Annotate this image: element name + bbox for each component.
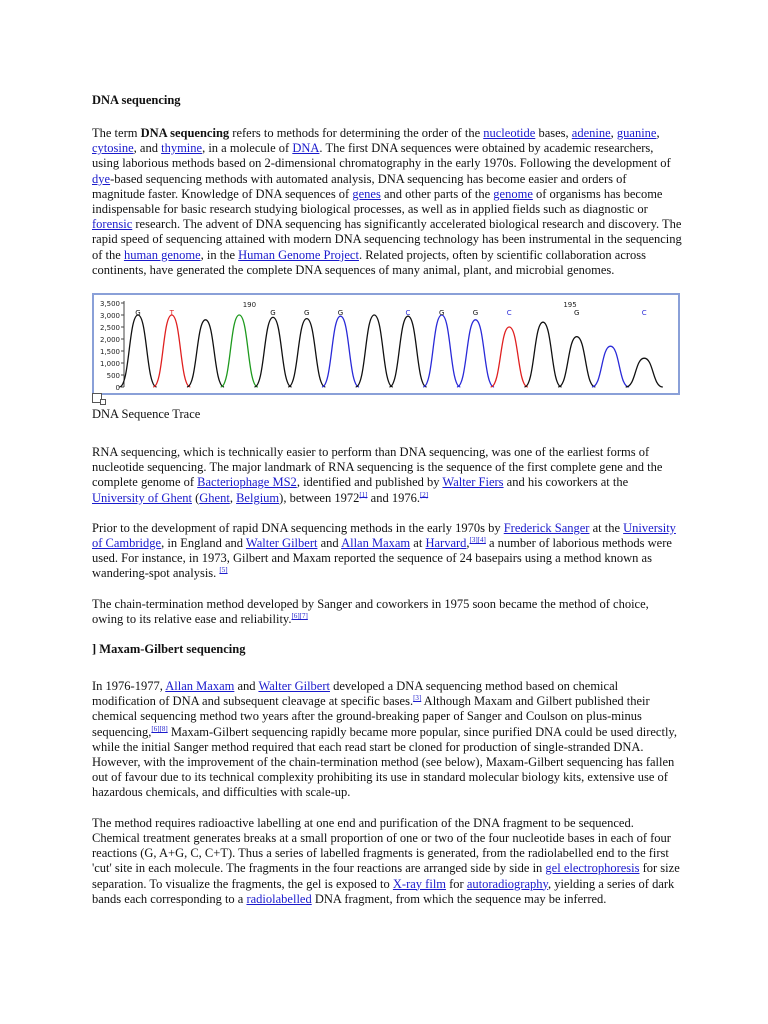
- text: , in a molecule of: [202, 141, 293, 156]
- text: and: [234, 679, 259, 694]
- text: (: [191, 490, 200, 505]
- ref-3-4[interactable]: [3][4]: [469, 535, 486, 544]
- text: The chain-termination method developed by Sanger and coworkers in 1975 soon became the method of choice, owing to its relative ease and reliability.: [92, 596, 649, 626]
- text: ,: [229, 490, 237, 505]
- text: . Related projects, often by scientific collaboration across continents, have generated the complete DNA sequences of many animal, plant, and microbial genomes.: [92, 247, 647, 277]
- trace-peak-G: [626, 358, 663, 387]
- text: ,: [466, 536, 470, 551]
- link-thymine[interactable]: thymine: [161, 141, 203, 156]
- text: of organisms has become indispensable for basic research studying biological processes, as well as in applied fields such as diagnostic or: [92, 186, 663, 217]
- y-tick-label: 1,000: [99, 360, 120, 369]
- trace-peak-G: [524, 322, 561, 387]
- text: , yielding a series of dark bands each corresponding to a: [92, 876, 675, 906]
- base-call-label: C: [641, 309, 647, 318]
- sequence-trace-chart: [94, 295, 678, 393]
- link-ghent[interactable]: Ghent: [199, 490, 230, 505]
- link-dna[interactable]: DNA: [292, 141, 320, 156]
- trace-peak-A: [221, 315, 258, 387]
- text: . The first DNA sequences were obtained by academic researchers, using laborious methods based on 2-dimensional chromatography in the early 1970s. Following the development of: [92, 141, 671, 171]
- base-call-label: G: [304, 309, 310, 318]
- y-tick-label: 2,000: [99, 336, 120, 345]
- ref-1[interactable]: [1]: [359, 490, 368, 499]
- chart-frame[interactable]: [92, 293, 680, 395]
- text: The term: [92, 126, 141, 140]
- link-walter-fiers[interactable]: Walter Fiers: [442, 475, 504, 490]
- link-radiolabelled[interactable]: radiolabelled: [246, 891, 312, 906]
- base-call-label: C: [506, 309, 512, 318]
- base-call-label: G: [439, 309, 445, 318]
- ref-5[interactable]: [5]: [219, 566, 228, 575]
- text: bases,: [535, 126, 572, 140]
- link-genes[interactable]: genes: [352, 186, 381, 201]
- link-frederick-sanger[interactable]: Frederick Sanger: [503, 520, 590, 535]
- link-belgium[interactable]: Belgium: [236, 490, 280, 505]
- ref-3[interactable]: [3]: [413, 694, 422, 703]
- trace-peak-C: [423, 315, 460, 387]
- link-allan-maxam[interactable]: Allan Maxam: [341, 536, 411, 551]
- link-walter-gilbert[interactable]: Walter Gilbert: [245, 536, 318, 551]
- text: for size separation. To visualize the fragments, the gel is exposed to: [92, 861, 680, 891]
- position-label: 190: [242, 301, 257, 310]
- ref-6-8[interactable]: [6][8]: [151, 724, 168, 733]
- page-title: DNA sequencing: [92, 93, 181, 107]
- link-nucleotide[interactable]: nucleotide: [483, 126, 536, 140]
- text: ,: [610, 126, 617, 140]
- trace-peak-G: [389, 316, 426, 387]
- y-tick-label: 3,000: [99, 312, 120, 321]
- text: for: [446, 876, 467, 891]
- text: Prior to the development of rapid DNA sequencing methods in the early 1970s by: [92, 520, 504, 535]
- link-adenine[interactable]: adenine: [571, 126, 611, 140]
- trace-peak-G: [288, 319, 325, 387]
- document-page: [92, 92, 682, 922]
- text: and other parts of the: [380, 186, 494, 201]
- text: research. The advent of DNA sequencing has significantly accelerated biological research and discovery. The rapid speed of sequencing attained with modern DNA sequencing technology has been instrumental in the sequencing of the: [92, 217, 682, 262]
- link-autoradiography[interactable]: autoradiography: [466, 876, 548, 891]
- base-call-label: G: [337, 309, 344, 318]
- base-call-label: G: [135, 309, 141, 318]
- link-dye[interactable]: dye: [92, 171, 111, 186]
- base-call-label: G: [574, 309, 580, 318]
- link-gel-electrophoresis[interactable]: gel electrophoresis: [545, 861, 640, 876]
- text: at: [410, 536, 426, 551]
- text: In 1976-1977,: [92, 679, 166, 694]
- link-human-genome[interactable]: human genome: [123, 247, 201, 262]
- base-call-label: G: [472, 309, 479, 318]
- link-guanine[interactable]: guanine: [616, 126, 657, 140]
- text: , and: [133, 141, 162, 156]
- trace-peak-T: [491, 327, 528, 387]
- trace-peak-G: [187, 320, 224, 387]
- text: , in the: [200, 247, 239, 262]
- text: , in England and: [161, 536, 246, 551]
- text: a number of laborious methods were used. For instance, in 1973, Gilbert and Maxam reported the sequence of 24 basepairs using a method known as wandering-spot analysis.: [92, 536, 672, 581]
- text: , identified and published by: [296, 475, 443, 490]
- section-heading-maxam-gilbert: ] Maxam-Gilbert sequencing: [92, 642, 246, 657]
- link-university-of-cambridge[interactable]: University of Cambridge: [92, 520, 676, 551]
- trace-peak-T: [153, 315, 190, 387]
- text: ), between 1972: [279, 490, 360, 505]
- intro-paragraph: [92, 126, 682, 278]
- base-call-label: G: [270, 309, 276, 318]
- ref-6-7[interactable]: [6][7]: [291, 611, 308, 620]
- text: refers to methods for determining the order of the: [229, 126, 484, 140]
- link-x-ray-film[interactable]: X-ray film: [392, 876, 447, 891]
- ref-2[interactable]: [2]: [419, 490, 429, 499]
- text: at the: [589, 520, 624, 535]
- trace-peak-C: [592, 346, 629, 387]
- link-genome[interactable]: genome: [493, 186, 533, 201]
- text: -based sequencing methods with automated analysis, DNA sequencing has become easier and orders of magnitude faster. Knowledge of DNA sequences of: [92, 171, 627, 201]
- y-tick-label: 0: [115, 384, 120, 393]
- base-call-label: T: [169, 309, 174, 318]
- trace-peak-G: [254, 317, 291, 387]
- link-human-genome-project[interactable]: Human Genome Project: [238, 247, 359, 262]
- chain-termination-paragraph: [92, 597, 682, 627]
- text: The method requires radioactive labelling at one end and purification of the DNA fragment to be sequenced. Chemical treatment generates breaks at a small proportion of one or two of the four nucleotide bases in each of four reactions (G, A+G, C, C+T). Thus a series of labelled fragments is generated, from the radiolabelled end to the first 'cut' site in each molecule. The fragments in the four reactions are arranged side by side in: [92, 815, 671, 876]
- link-allan-maxam[interactable]: Allan Maxam: [165, 679, 235, 694]
- y-tick-label: 2,500: [99, 324, 120, 333]
- text: and his coworkers at the: [503, 475, 629, 490]
- figure-caption: DNA Sequence Trace: [92, 407, 201, 422]
- method-paragraph: [92, 816, 682, 907]
- y-tick-label: 3,500: [99, 300, 120, 309]
- link-cytosine[interactable]: cytosine: [92, 141, 134, 156]
- text: developed a DNA sequencing method based on chemical modification of DNA and subsequent cleavage at specific bases.: [92, 679, 619, 709]
- bold-term: DNA sequencing: [140, 126, 230, 140]
- text: and 1976.: [367, 490, 420, 505]
- history-paragraph: [92, 521, 682, 582]
- trace-peak-C: [322, 316, 359, 387]
- trace-peak-G: [558, 337, 595, 387]
- text: RNA sequencing, which is technically easier to perform than DNA sequencing, was one of the earliest forms of nucleotide sequencing. The major landmark of RNA sequencing is the sequence of the first complete gene and the complete genome of: [92, 445, 663, 490]
- trace-peak-G: [356, 315, 393, 387]
- trace-peak-C: [457, 320, 494, 387]
- maxam-gilbert-paragraph: [92, 679, 682, 801]
- text: Maxam-Gilbert sequencing rapidly became more popular, since purified DNA could be used directly, while the initial Sanger method required that each read start be cloned for production of single-stranded DNA. However, with the improvement of the chain-termination method (see below), Maxam-Gilbert sequencing has fallen out of favour due to its technical complexity prohibiting its use in standard molecular biology kits, extensive use of hazardous chemicals, and difficulties with scale-up.: [92, 724, 677, 800]
- text: and: [317, 536, 342, 551]
- text: Although Maxam and Gilbert published their chemical sequencing method two years after the ground-breaking paper of Sanger and Coulson on plus-minus sequencing,: [92, 694, 650, 739]
- link-forensic[interactable]: forensic: [92, 217, 133, 232]
- figure-sequence-trace: [92, 293, 682, 405]
- link-harvard[interactable]: Harvard: [425, 536, 467, 551]
- text: DNA fragment, from which the sequence may be inferred.: [311, 891, 607, 906]
- y-tick-label: 500: [106, 372, 120, 381]
- text: ,: [656, 126, 660, 140]
- position-label: 195: [563, 301, 577, 310]
- resize-handle-small[interactable]: [100, 399, 106, 405]
- trace-peak-G: [119, 315, 156, 387]
- link-walter-gilbert[interactable]: Walter Gilbert: [258, 679, 330, 694]
- link-bacteriophage-ms2[interactable]: Bacteriophage MS2: [197, 475, 297, 490]
- rna-paragraph: [92, 445, 682, 506]
- base-call-label: C: [405, 309, 411, 318]
- y-tick-label: 1,500: [99, 348, 120, 357]
- link-university-of-ghent[interactable]: University of Ghent: [92, 490, 192, 505]
